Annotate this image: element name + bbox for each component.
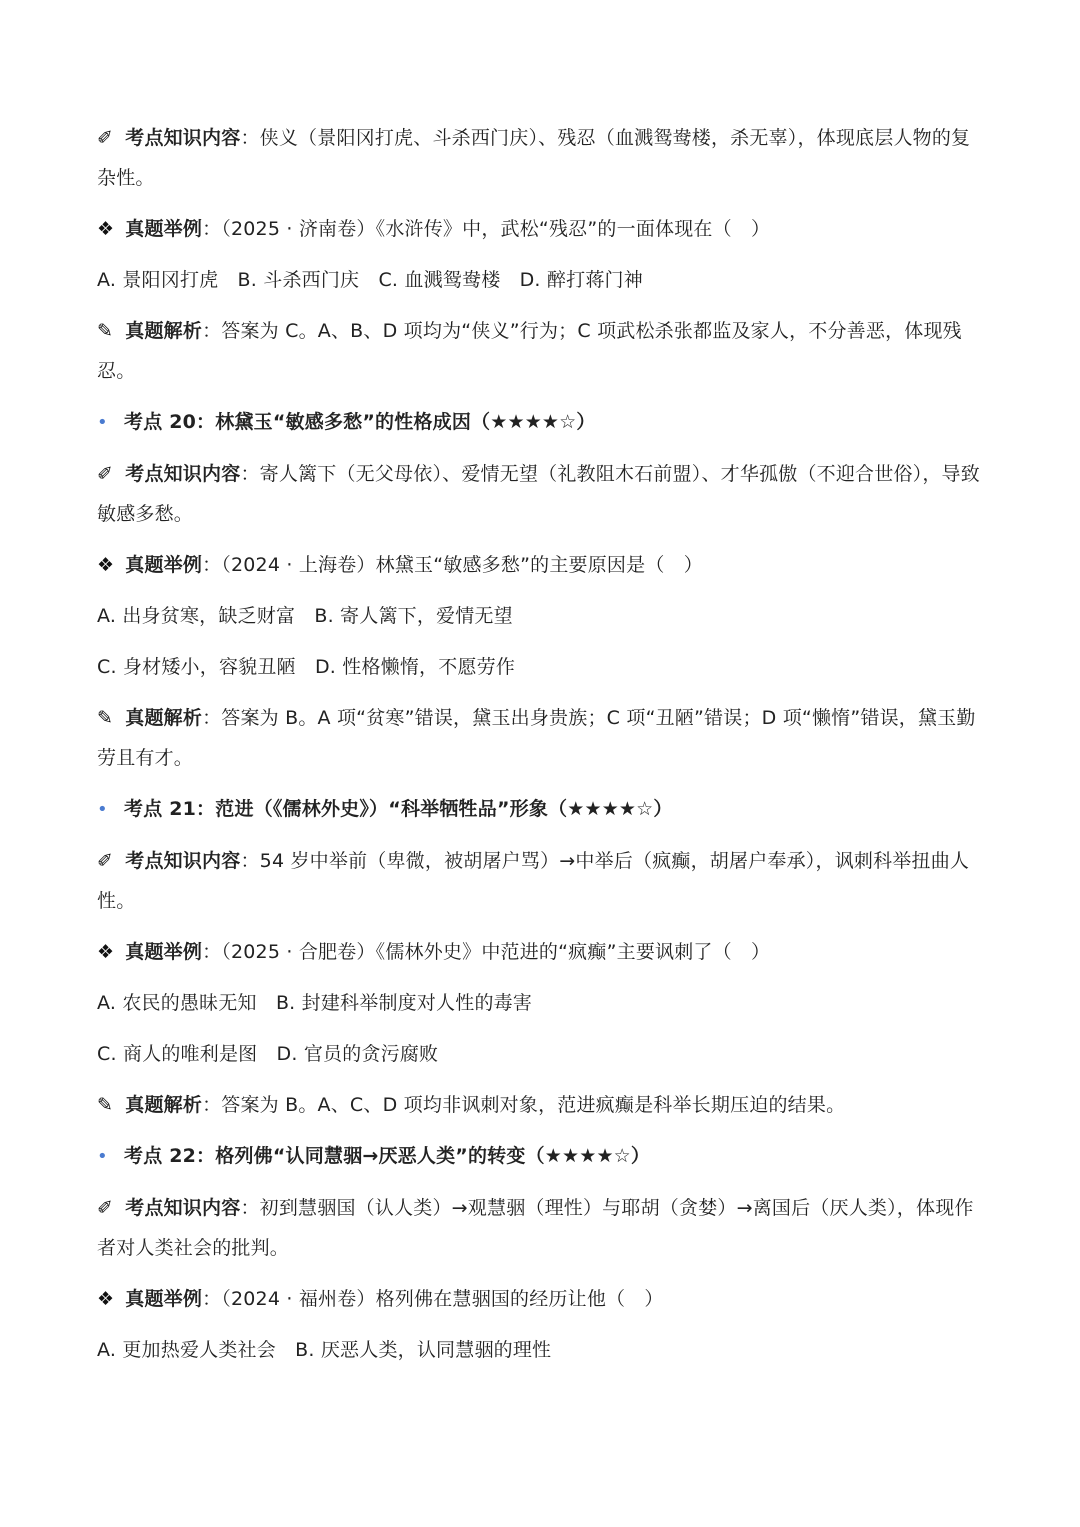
example-label: 真题举例	[125, 1288, 203, 1310]
heading-text: 考点 22：格列佛“认同慧骃→厌恶人类”的转变（★★★★☆）	[124, 1145, 651, 1167]
knowledge-text: ：寄人篱下（无父母依）、爱情无望（礼教阻木石前盟）、才华孤傲（不迎合世俗），导致敏感多愁。	[97, 463, 980, 525]
nib-icon: ✎	[97, 707, 114, 729]
exam-example	[97, 932, 985, 972]
knowledge-label: 考点知识内容	[125, 850, 241, 872]
nib-icon: ✎	[97, 1094, 114, 1116]
heading-text: 考点 21：范进（《儒林外史》）“科举牺牲品”形象（★★★★☆）	[124, 798, 673, 820]
exam-analysis	[97, 311, 985, 391]
knowledge-label: 考点知识内容	[125, 1197, 241, 1219]
analysis-label: 真题解析	[125, 320, 203, 342]
option-line: A. 农民的愚昧无知 B. 封建科举制度对人性的毒害	[97, 992, 533, 1014]
document-page	[97, 118, 985, 1370]
example-text: ：（2024 · 上海卷）林黛玉“敏感多愁”的主要原因是（ ）	[202, 554, 703, 576]
knowledge-content	[97, 1188, 985, 1268]
exam-analysis	[97, 1085, 985, 1125]
example-text: ：（2025 · 济南卷）《水浒传》中，武松“残忍”的一面体现在（ ）	[202, 218, 771, 240]
pencil-icon: ✐	[97, 850, 114, 872]
analysis-label: 真题解析	[125, 707, 203, 729]
bullet-icon: •	[97, 412, 108, 433]
exam-example	[97, 545, 985, 585]
example-label: 真题举例	[125, 554, 203, 576]
pencil-icon: ✐	[97, 127, 114, 149]
knowledge-content	[97, 454, 985, 534]
exam-analysis	[97, 698, 985, 778]
example-text: ：（2024 · 福州卷）格列佛在慧骃国的经历让他（ ）	[202, 1288, 664, 1310]
example-text: ：（2025 · 合肥卷）《儒林外史》中范进的“疯癫”主要讽刺了（ ）	[202, 941, 771, 963]
heading-text: 考点 20：林黛玉“敏感多愁”的性格成因（★★★★☆）	[124, 411, 596, 433]
section-heading	[97, 402, 985, 443]
diamond-icon: ❖	[97, 941, 115, 963]
diamond-icon: ❖	[97, 218, 115, 240]
analysis-text: ：答案为 B。A、C、D 项均非讽刺对象，范进疯癫是科举长期压迫的结果。	[202, 1094, 846, 1116]
diamond-icon: ❖	[97, 1288, 115, 1310]
diamond-icon: ❖	[97, 554, 115, 576]
option-line: A. 更加热爱人类社会 B. 厌恶人类，认同慧骃的理性	[97, 1339, 552, 1361]
exam-example	[97, 209, 985, 249]
nib-icon: ✎	[97, 320, 114, 342]
option-line: A. 出身贫寒，缺乏财富 B. 寄人篱下，爱情无望	[97, 605, 513, 627]
pencil-icon: ✐	[97, 1197, 114, 1219]
bullet-icon: •	[97, 1146, 108, 1167]
example-label: 真题举例	[125, 941, 203, 963]
example-label: 真题举例	[125, 218, 203, 240]
option-line: C. 身材矮小，容貌丑陋 D. 性格懒惰，不愿劳作	[97, 656, 516, 678]
knowledge-text: ：侠义（景阳冈打虎、斗杀西门庆）、残忍（血溅鸳鸯楼，杀无辜），体现底层人物的复杂性。	[97, 127, 971, 189]
analysis-label: 真题解析	[125, 1094, 203, 1116]
analysis-text: ：答案为 C。A、B、D 项均为“侠义”行为；C 项武松杀张都监及家人，不分善恶，体现残忍。	[97, 320, 962, 382]
section-heading	[97, 1136, 985, 1177]
pencil-icon: ✐	[97, 463, 114, 485]
knowledge-text: ：54 岁中举前（卑微，被胡屠户骂）→中举后（疯癫，胡屠户奉承），讽刺科举扭曲人性。	[97, 850, 970, 912]
option-line: C. 商人的唯利是图 D. 官员的贪污腐败	[97, 1043, 439, 1065]
analysis-text: ：答案为 B。A 项“贫寒”错误，黛玉出身贵族；C 项“丑陋”错误；D 项“懒惰”错误，黛玉勤劳且有才。	[97, 707, 976, 769]
knowledge-content	[97, 118, 985, 198]
knowledge-text: ：初到慧骃国（认人类）→观慧骃（理性）与耶胡（贪婪）→离国后（厌人类），体现作者对人类社会的批判。	[97, 1197, 974, 1259]
knowledge-content	[97, 841, 985, 921]
knowledge-label: 考点知识内容	[125, 463, 241, 485]
option-line: A. 景阳冈打虎 B. 斗杀西门庆 C. 血溅鸳鸯楼 D. 醉打蒋门神	[97, 269, 643, 291]
exam-example	[97, 1279, 985, 1319]
bullet-icon: •	[97, 799, 108, 820]
knowledge-label: 考点知识内容	[125, 127, 241, 149]
section-heading	[97, 789, 985, 830]
